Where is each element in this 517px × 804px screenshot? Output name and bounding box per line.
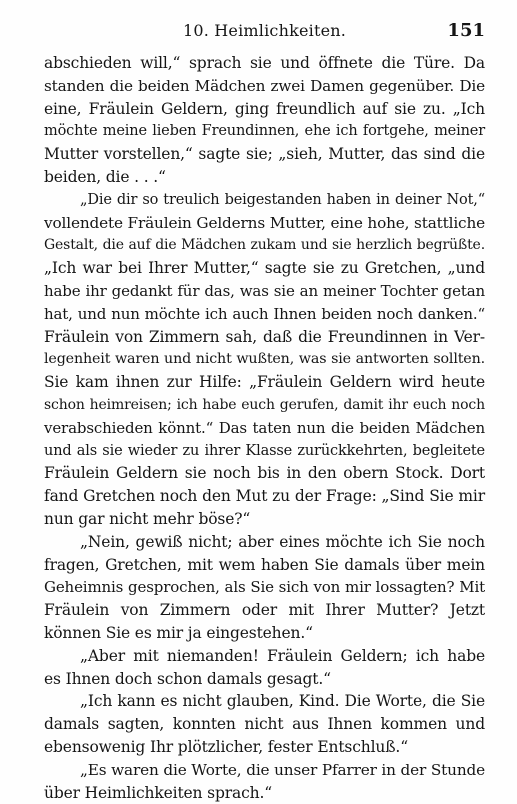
text-line: vollendete Fräulein Gelderns Mutter, eine hohe, stattliche [44, 212, 485, 235]
text-line: legenheit waren und nicht wußten, was sie antworten sollten. [44, 348, 485, 371]
text-line: beiden, die . . .“ [44, 166, 485, 189]
text-line: fragen, Gretchen, mit wem haben Sie damals über mein [44, 554, 485, 577]
text-line: fand Gretchen noch den Mut zu der Frage: „Sind Sie mir [44, 485, 485, 508]
text-line: verabschieden könnt.“ Das taten nun die beiden Mädchen [44, 417, 485, 440]
text-line: habe ihr gedankt für das, was sie an meiner Tochter getan [44, 280, 485, 303]
text-line: „Ich kann es nicht glauben, Kind. Die Worte, die Sie [44, 690, 485, 713]
text-line: nun gar nicht mehr böse?“ [44, 508, 485, 531]
text-line: „Ich war bei Ihrer Mutter,“ sagte sie zu Gretchen, „und [44, 257, 485, 280]
text-line: abschieden will,“ sprach sie und öffnete die Türe. Da [44, 52, 485, 75]
text-line: standen die beiden Mädchen zwei Damen gegenüber. Die [44, 75, 485, 98]
chapter-title: 10. Heimlichkeiten. [44, 20, 485, 42]
text-line: und als sie wieder zu ihrer Klasse zurückkehrten, begleitete [44, 440, 485, 463]
text-line: können Sie es mir ja eingestehen.“ [44, 622, 485, 645]
text-line: Sie kam ihnen zur Hilfe: „Fräulein Geldern wird heute [44, 371, 485, 394]
text-line: schon heimreisen; ich habe euch gerufen, damit ihr euch noch [44, 394, 485, 417]
text-line: ebensowenig Ihr plötzlicher, fester Entschluß.“ [44, 736, 485, 759]
text-line: Fräulein Geldern sie noch bis in den obern Stock. Dort [44, 462, 485, 485]
text-line: eine, Fräulein Geldern, ging freundlich auf sie zu. „Ich [44, 98, 485, 121]
text-line: Fräulein von Zimmern sah, daß die Freundinnen in Ver- [44, 326, 485, 349]
text-line: „Es waren die Worte, die unser Pfarrer in der Stunde [44, 759, 485, 782]
text-line: „Aber mit niemanden! Fräulein Geldern; ich habe [44, 645, 485, 668]
text-line: über Heimlichkeiten sprach.“ [44, 782, 485, 804]
text-line: Gestalt, die auf die Mädchen zukam und sie herzlich begrüßte. [44, 234, 485, 257]
text-line: „Die dir so treulich beigestanden haben in deiner Not,“ [44, 189, 485, 212]
text-line: Fräulein von Zimmern oder mit Ihrer Mutter? Jetzt [44, 599, 485, 622]
page-number: 151 [447, 20, 485, 42]
text-line: hat, und nun möchte ich auch Ihnen beiden noch danken.“ [44, 303, 485, 326]
text-line: möchte meine lieben Freundinnen, ehe ich fortgehe, meiner [44, 120, 485, 143]
text-line: Geheimnis gesprochen, als Sie sich von mir lossagten? Mit [44, 576, 485, 599]
text-line: es Ihnen doch schon damals gesagt.“ [44, 668, 485, 691]
text-line: damals sagten, konnten nicht aus Ihnen kommen und [44, 713, 485, 736]
running-head [44, 20, 485, 44]
text-line: „Nein, gewiß nicht; aber eines möchte ich Sie noch [44, 531, 485, 554]
body-text [44, 52, 485, 804]
text-line: Mutter vorstellen,“ sagte sie; „sieh, Mutter, das sind die [44, 143, 485, 166]
